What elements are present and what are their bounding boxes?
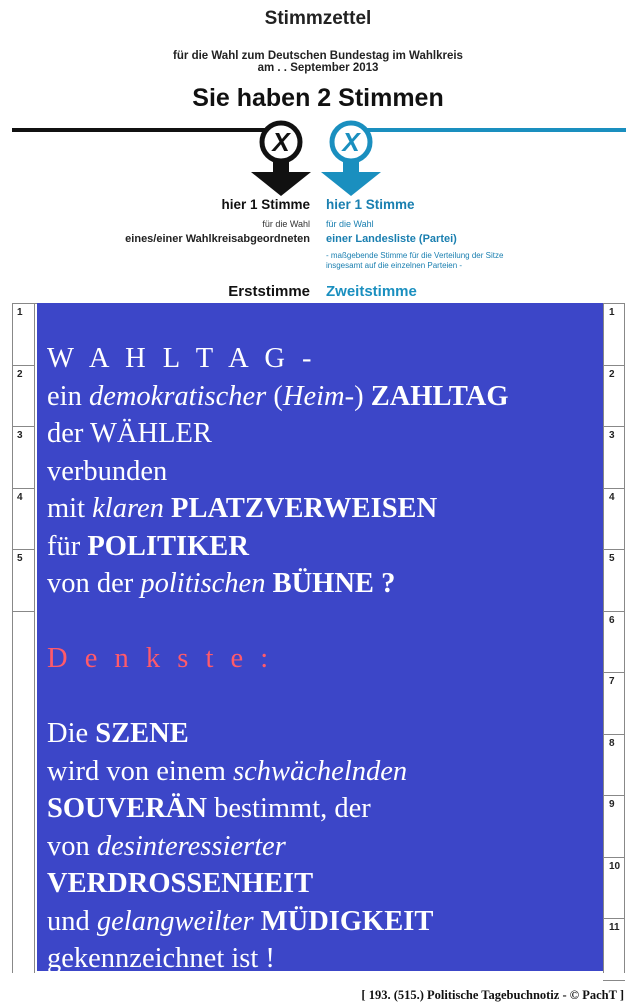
text-szene: SZENE <box>95 718 189 749</box>
right-row-number: 11 <box>609 922 620 933</box>
line-gekennzeichnet: gekennzeichnet ist ! <box>47 943 275 974</box>
text-paren-close: -) <box>344 380 371 412</box>
line-verbunden: verbunden <box>47 455 168 487</box>
line-wahltag: W A H L T A G - <box>47 343 317 374</box>
text-von: von <box>47 830 97 862</box>
right-row-number: 2 <box>609 368 615 380</box>
line-spacer-1 <box>47 603 607 641</box>
line-desinteressierter <box>47 828 607 866</box>
left-row-divider <box>12 426 35 427</box>
text-schwaechelnden: schwächelnden <box>233 755 408 787</box>
right-row-number: 6 <box>609 614 615 626</box>
first-vote-cross-arrow-icon <box>248 112 318 198</box>
first-vote-label: hier 1 Stimme <box>221 197 310 212</box>
left-row-number: 4 <box>17 491 23 503</box>
svg-text:X: X <box>342 127 360 157</box>
left-row-number: 5 <box>17 553 23 564</box>
text-paren-open: ( <box>266 380 283 412</box>
ballot-title: Stimmzettel <box>264 8 372 29</box>
right-row-number: 7 <box>609 676 615 687</box>
second-vote-note-1: - maßgebende Stimme für die Verteilung der Sitze <box>326 251 504 260</box>
text-wird-von-einem: wird von einem <box>47 755 234 787</box>
ballot-headline: Sie haben 2 Stimmen <box>192 84 444 112</box>
overlay-text <box>47 340 607 978</box>
text-heim: Heim <box>282 380 345 412</box>
first-vote-sub: für die Wahl <box>262 219 310 229</box>
left-row-divider <box>12 549 35 550</box>
second-vote-sub: für die Wahl <box>326 219 374 229</box>
line-szene <box>47 715 607 753</box>
text-und: und <box>47 905 97 937</box>
line-souveraen <box>47 790 607 828</box>
second-vote-label: hier 1 Stimme <box>326 197 415 212</box>
right-row-number: 1 <box>609 307 615 318</box>
right-row-number: 10 <box>609 860 621 872</box>
line-schwaechelnden <box>47 753 607 791</box>
line-politiker <box>47 528 607 566</box>
text-buehne: BÜHNE ? <box>265 568 396 599</box>
line-platzverweisen <box>47 490 607 528</box>
left-row-divider <box>12 365 35 366</box>
text-demokratischer: demokratischer <box>88 380 267 412</box>
left-row-number: 1 <box>17 307 23 318</box>
line-waehler: der WÄHLER <box>47 418 212 449</box>
text-mit: mit <box>47 493 93 524</box>
line-zahltag <box>47 378 607 416</box>
text-zahltag: ZAHLTAG <box>370 380 509 412</box>
text-ein: ein <box>47 380 89 412</box>
line-denkste: D e n k s t e : <box>47 643 274 674</box>
grid-left-edge <box>12 303 13 973</box>
right-row-number: 9 <box>609 799 615 810</box>
right-row-number: 5 <box>609 553 615 564</box>
text-politischen: politischen <box>140 568 266 599</box>
text-bestimmt: bestimmt, der <box>206 793 371 824</box>
line-buehne <box>47 565 607 603</box>
left-row-divider <box>12 488 35 489</box>
right-row-number: 3 <box>609 430 615 441</box>
second-vote-desc: einer Landesliste (Partei) <box>326 233 457 245</box>
second-vote-note-2: insgesamt auf die einzelnen Parteien - <box>326 261 463 270</box>
footer-note: [ 193. (515.) Politische Tagebuchnotiz - © PachT ] <box>361 988 624 1002</box>
line-verdrossenheit <box>47 865 607 903</box>
text-fuer: für <box>47 530 88 562</box>
text-platzverweisen: PLATZVERWEISEN <box>163 493 438 524</box>
grid-left-column <box>34 303 35 973</box>
left-row-number: 2 <box>17 368 23 380</box>
zweitstimme-label: Zweitstimme <box>326 283 417 300</box>
right-row-number: 4 <box>609 491 615 503</box>
second-vote-rule <box>352 128 626 132</box>
svg-text:X: X <box>272 127 290 157</box>
text-die: Die <box>47 718 96 749</box>
erststimme-label: Erststimme <box>228 283 310 300</box>
text-souveraen: SOUVERÄN <box>47 793 207 824</box>
ballot-subtitle: für die Wahl zum Deutschen Bundestag im Wahlkreis <box>173 50 463 62</box>
text-von-der: von der <box>47 568 141 599</box>
right-row-divider <box>603 980 625 981</box>
line-spacer-2 <box>47 678 607 716</box>
text-muedigkeit: MÜDIGKEIT <box>253 905 434 937</box>
text-politiker: POLITIKER <box>87 530 249 562</box>
text-desinteressierter: desinteressierter <box>96 830 286 862</box>
text-gelangweilter: gelangweilter <box>96 905 254 937</box>
right-row-number: 8 <box>609 737 615 749</box>
left-row-number: 3 <box>17 430 23 441</box>
left-row-divider <box>12 611 35 612</box>
line-muedigkeit <box>47 903 607 941</box>
ballot-date: am . . September 2013 <box>257 62 379 74</box>
text-verdrossenheit: VERDROSSENHEIT <box>47 868 314 899</box>
text-klaren: klaren <box>92 493 164 524</box>
first-vote-rule <box>12 128 282 132</box>
first-vote-desc: eines/einer Wahlkreisabgeordneten <box>125 233 310 245</box>
second-vote-cross-arrow-icon <box>318 112 388 198</box>
grid-right-edge <box>624 303 625 973</box>
